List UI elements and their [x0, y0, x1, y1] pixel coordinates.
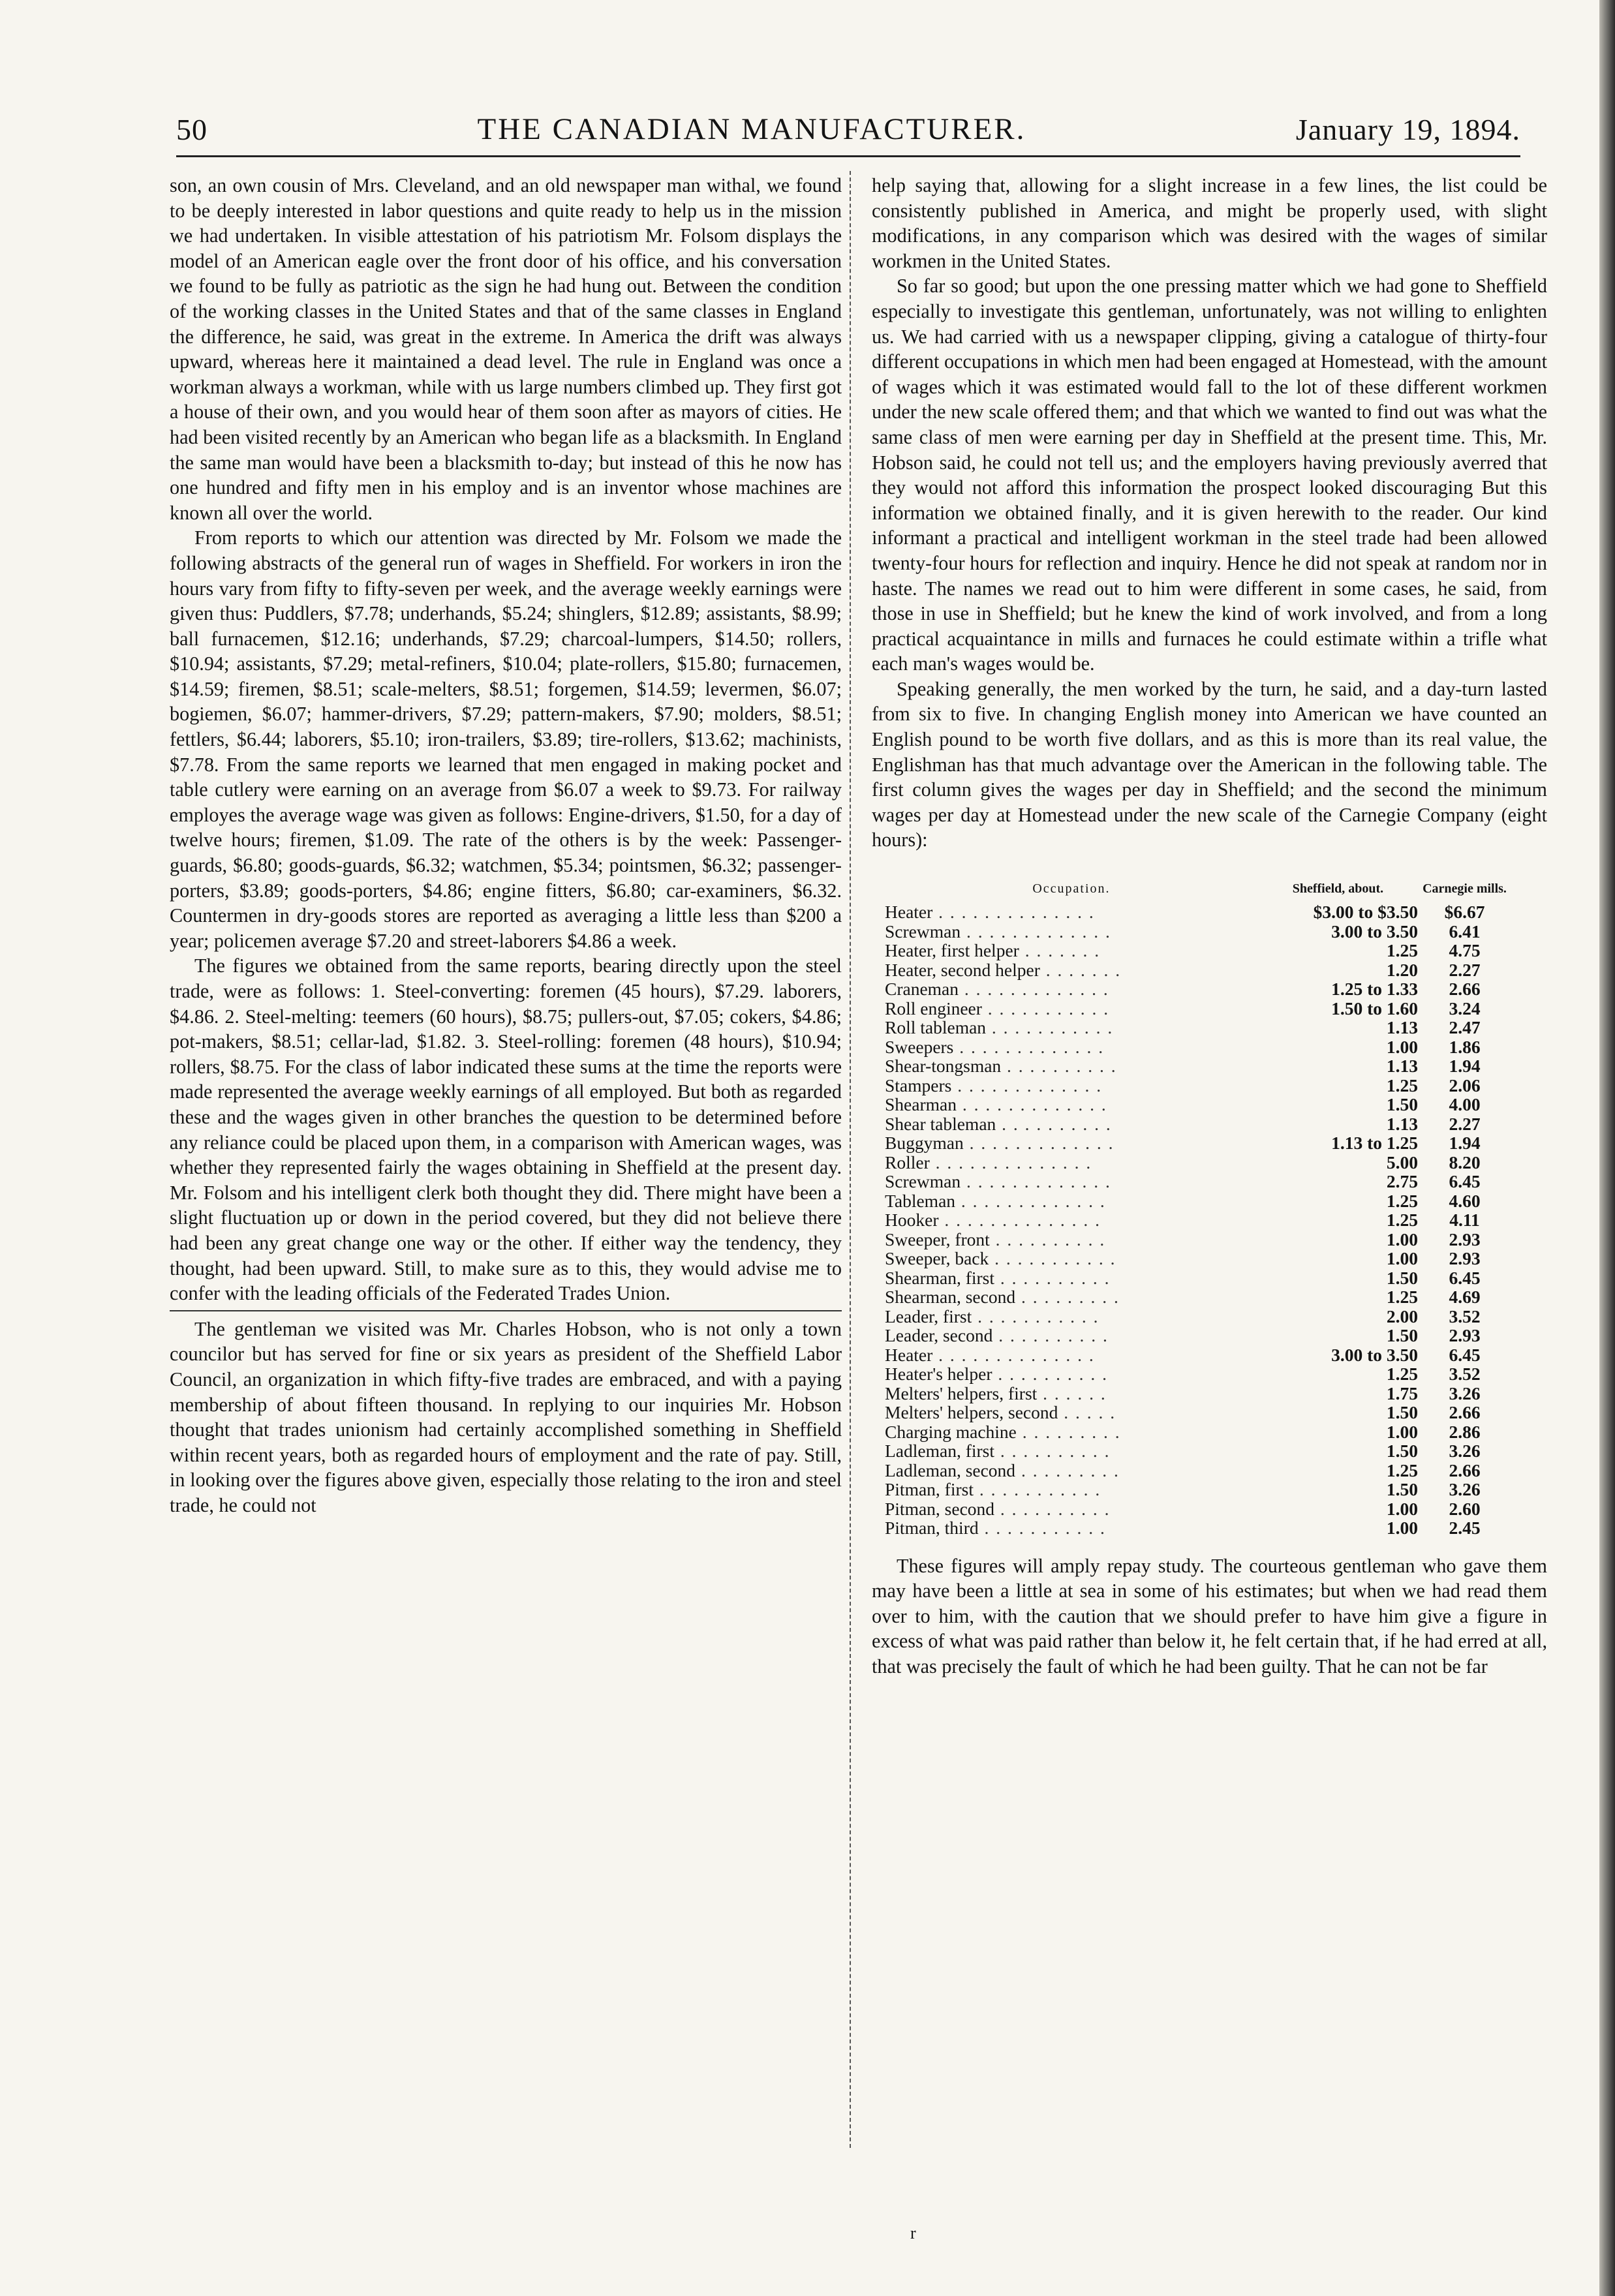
occupation-name: Hooker [885, 1210, 939, 1231]
sheffield-wage-cell: 1.25 [1386, 1190, 1418, 1211]
occupation-cell [885, 960, 1258, 980]
leader-dots: . . . . . . . . . . . [981, 998, 1110, 1018]
table-row [885, 1210, 1511, 1230]
carnegie-wage-cell: 2.60 [1449, 1498, 1481, 1519]
sheffield-wage-cell: 1.25 [1386, 1460, 1418, 1480]
carnegie-wage-cell: 2.06 [1449, 1075, 1481, 1095]
occupation-name: Heater [885, 1344, 933, 1365]
sheffield-wage-cell: 1.00 [1386, 1498, 1418, 1519]
leader-dots: . . . . . . . . . . [994, 1267, 1111, 1288]
occupation-cell [885, 1114, 1258, 1134]
carnegie-wage-cell: 2.86 [1449, 1421, 1481, 1442]
leader-dots: . . . . . . . . . . . . . . [929, 1152, 1092, 1172]
occupation-name: Melters' helpers, first [885, 1383, 1038, 1403]
sheffield-wage-cell: 1.25 [1386, 1287, 1418, 1308]
carnegie-wage-cell: 3.24 [1449, 998, 1481, 1018]
carnegie-wage-cell: 2.93 [1449, 1325, 1481, 1346]
sheffield-wage-cell: 1.00 [1386, 1229, 1418, 1249]
stray-mark: r [910, 2224, 916, 2242]
leader-dots: . . . . . . . . . . . . . . [938, 1210, 1101, 1231]
carnegie-wage-cell: 6.45 [1449, 1171, 1481, 1192]
sheffield-wage-cell: 1.00 [1386, 1421, 1418, 1442]
occupation-name: Sweepers [885, 1036, 954, 1057]
table-row [885, 1403, 1511, 1422]
sheffield-wage-cell: 3.00 to 3.50 [1331, 1344, 1418, 1365]
table-row [885, 922, 1511, 941]
table-row [885, 1018, 1511, 1037]
occupation-name: Heater [885, 902, 933, 923]
occupation-name: Ladleman, first [885, 1441, 994, 1462]
occupation-cell [885, 1403, 1258, 1422]
header-carnegie: Carnegie mills. [1423, 881, 1507, 896]
table-row [885, 999, 1511, 1018]
occupation-name: Shearman, first [885, 1267, 995, 1288]
carnegie-wage-cell: 2.66 [1449, 979, 1481, 1000]
carnegie-wage-cell: 6.45 [1449, 1267, 1481, 1288]
sheffield-wage-cell: 5.00 [1386, 1152, 1418, 1172]
carnegie-wage-cell: 2.27 [1449, 1113, 1481, 1134]
leader-dots: . . . . . . . . . [1015, 1460, 1120, 1480]
carnegie-wage-cell: 2.45 [1449, 1518, 1481, 1538]
leader-dots: . . . . . . . . . . . [986, 1017, 1114, 1038]
table-row [885, 1095, 1511, 1114]
occupation-name: Charging machine [885, 1421, 1017, 1442]
issue-date: January 19, 1894. [1295, 113, 1520, 146]
table-row [885, 1133, 1511, 1153]
left-column [170, 173, 842, 1518]
leader-dots: . . . . . . . . . . . [973, 1479, 1101, 1500]
leader-dots: . . . . . . . . . . . . . [961, 1171, 1111, 1192]
page-number: 50 [176, 113, 208, 146]
carnegie-wage-cell: 4.11 [1449, 1210, 1480, 1231]
occupation-cell [885, 902, 1258, 922]
table-row [885, 1499, 1511, 1519]
table-row [885, 1384, 1511, 1403]
header-rule [176, 155, 1520, 157]
table-row [885, 1153, 1511, 1172]
table-row [885, 1287, 1511, 1307]
table-row [885, 902, 1511, 922]
occupation-name: Leader, first [885, 1306, 972, 1326]
leader-dots: . . . . . . . . . . . [989, 1248, 1116, 1269]
table-row [885, 1037, 1511, 1057]
leader-dots: . . . . . . . . . . . . . . [932, 1344, 1095, 1365]
occupation-name: Pitman, second [885, 1498, 995, 1519]
occupation-cell [885, 1037, 1258, 1057]
occupation-cell [885, 1422, 1258, 1442]
carnegie-wage-cell: 2.27 [1449, 959, 1481, 980]
table-row [885, 1056, 1511, 1076]
occupation-cell [885, 1095, 1258, 1114]
carnegie-wage-cell: 2.93 [1449, 1248, 1481, 1269]
carnegie-wage-cell: 6.45 [1449, 1344, 1481, 1365]
occupation-name: Pitman, first [885, 1479, 974, 1500]
occupation-cell [885, 1210, 1258, 1230]
table-row [885, 1441, 1511, 1461]
carnegie-wage-cell: 3.26 [1449, 1383, 1481, 1403]
table-row [885, 1172, 1511, 1191]
occupation-name: Roll tableman [885, 1017, 987, 1038]
carnegie-wage-cell: 8.20 [1449, 1152, 1481, 1172]
leader-dots: . . . . . . . . . . [1001, 1056, 1117, 1077]
sheffield-wage-cell: 1.50 [1386, 1325, 1418, 1346]
column-divider [850, 171, 851, 2148]
leader-dots: . . . . . . . . . [1016, 1421, 1121, 1442]
occupation-name: Tableman [885, 1190, 956, 1211]
occupation-cell [885, 979, 1258, 999]
section-rule [170, 1310, 842, 1311]
table-header-row [885, 881, 1511, 902]
sheffield-wage-cell: 3.00 to 3.50 [1331, 921, 1418, 941]
occupation-name: Sweeper, front [885, 1229, 990, 1249]
occupation-cell [885, 1172, 1258, 1191]
occupation-cell [885, 999, 1258, 1018]
occupation-name: Roller [885, 1152, 930, 1172]
right-column [872, 173, 1547, 1679]
occupation-cell [885, 1461, 1258, 1480]
paragraph: help saying that, allowing for a slight increase in a few lines, the list could be consistently published in America, and might be properly used, with slight modifications, in any comparison which was desired with the wages of similar workmen in the United States. [872, 174, 1547, 272]
sheffield-wage-cell: 1.25 to 1.33 [1331, 979, 1418, 1000]
leader-dots: . . . . . . . . . . [996, 1113, 1112, 1134]
occupation-cell [885, 1249, 1258, 1268]
occupation-name: Craneman [885, 979, 959, 1000]
table-row [885, 960, 1511, 980]
leader-dots: . . . . . . . . . . . . . [959, 979, 1109, 1000]
table-row [885, 1268, 1511, 1288]
sheffield-wage-cell: 1.13 [1386, 1056, 1418, 1077]
occupation-cell [885, 1076, 1258, 1095]
leader-dots: . . . . . . . [1039, 959, 1122, 980]
leader-dots: . . . . . . . . . . . . . [963, 1133, 1115, 1154]
paragraph: These figures will amply repay study. The courteous gentleman who gave them may have been a little at sea in some of his estimates; but when we had read them over to him, with the caution that we should prefer to have him give a figure in excess of what was paid rather than below it, he felt certain that, if he had erred at all, that was precisely the fault of which he had been guilty. That he can not be far [872, 1554, 1547, 1677]
carnegie-wage-cell: 6.41 [1449, 921, 1481, 941]
occupation-name: Sweeper, back [885, 1248, 989, 1269]
table-row [885, 1114, 1511, 1134]
leader-dots: . . . . . . [1037, 1383, 1107, 1403]
occupation-cell [885, 1018, 1258, 1037]
paragraph: From reports to which our attention was directed by Mr. Folsom we made the following abstracts of the general run of wages in Sheffield. For workers in iron the hours vary from fifty to fifty-seven per week, and the average weekly earnings were given thus: Puddlers, $7.78; underhands, $5.24; shinglers, $12.89; assistants, $8.99; ball furnacemen, $12.16; underhands, $7.29; charcoal-lumpers, $14.50; rollers, $10.94; assistants, $7.29; metal-refiners, $10.04; plate-rollers, $15.80; furnacemen, $14.59; firemen, $8.51; scale-melters, $8.51; forgemen, $14.59; levermen, $6.07; bogiemen, $6.07; hammer-drivers, $7.29; pattern-makers, $7.90; molders, $8.51; fettlers, $6.44; laborers, $5.10; iron-trailers, $3.89; tire-rollers, $13.62; machinists, $7.78. From the same reports we learned that men engaged in making pocket and table cutlery were earning on an average from $6.07 a week to $9.73. For railway employes the average wage was given as follows: Engine-drivers, $1.50, for a day of twelve hours; firemen, $1.09. The rate of the others is by the week: Passenger-guards, $6.80; goods-guards, $6.32; watchmen, $5.34; pointsmen, $6.32; passenger-porters, $3.89; goods-porters, $4.86; engine fitters, $6.80; car-examiners, $6.32. Countermen in dry-goods stores are reported as averaging a little less than $200 a year; policemen average $7.20 and street-laborers $4.86 a week. [170, 527, 842, 952]
occupation-name: Heater, first helper [885, 940, 1019, 961]
table-row [885, 1076, 1511, 1095]
occupation-cell [885, 1364, 1258, 1384]
leader-dots: . . . . . . . . . . . . . [953, 1036, 1105, 1057]
carnegie-wage-cell: 4.69 [1449, 1287, 1481, 1308]
occupation-cell [885, 1191, 1258, 1211]
sheffield-wage-cell: 1.13 to 1.25 [1331, 1133, 1418, 1154]
occupation-name: Heater, second helper [885, 959, 1040, 980]
table-row [885, 1364, 1511, 1384]
table-row [885, 1480, 1511, 1499]
leader-dots: . . . . . . . . . . [992, 1325, 1109, 1346]
sheffield-wage-cell: 1.00 [1386, 1036, 1418, 1057]
sheffield-wage-cell: 1.50 [1386, 1402, 1418, 1423]
occupation-cell [885, 1384, 1258, 1403]
occupation-cell [885, 1326, 1258, 1345]
sheffield-wage-cell: 1.25 [1386, 1210, 1418, 1231]
leader-dots: . . . . . . . . . . . [978, 1518, 1106, 1538]
occupation-cell [885, 1518, 1258, 1538]
occupation-name: Shearman [885, 1094, 957, 1115]
header-sheffield: Sheffield, about. [1292, 881, 1384, 896]
occupation-cell [885, 1480, 1258, 1499]
sheffield-wage-cell: 1.20 [1386, 959, 1418, 980]
occupation-name: Melters' helpers, second [885, 1402, 1058, 1423]
carnegie-wage-cell: 3.26 [1449, 1441, 1481, 1462]
scan-edge-shadow [1599, 0, 1615, 2296]
occupation-cell [885, 1307, 1258, 1326]
leader-dots: . . . . . . . . . . [992, 1364, 1109, 1385]
sheffield-wage-cell: 1.50 [1386, 1094, 1418, 1115]
sheffield-wage-cell: 1.50 [1386, 1267, 1418, 1288]
sheffield-wage-cell: 1.25 [1386, 940, 1418, 961]
leader-dots: . . . . . . . . . . [989, 1229, 1106, 1249]
leader-dots: . . . . . . . . . . [994, 1441, 1111, 1462]
table-row [885, 1191, 1511, 1211]
table-row [885, 1461, 1511, 1480]
sheffield-wage-cell: 1.25 [1386, 1364, 1418, 1385]
table-row [885, 1518, 1511, 1538]
paragraph: son, an own cousin of Mrs. Cleveland, and an old newspaper man withal, we found to be deeply interested in labor questions and quite ready to help us in the mission we had undertaken. In visible attestation of his patriotism Mr. Folsom displays the model of an American eagle over the front door of his office, and his conversation we found to be fully as patriotic as the sign he had hung out. Between the condition of the working classes in the United States and that of the same classes in England the difference, he said, was great in the extreme. In America the drift was always upward, whereas here it maintained a dead level. The rule in England was once a workman always a workman, while with us large numbers climbed up. They first got a house of their own, and you would hear of them soon after as mayors of cities. He had been visited recently by an American who began life as a blacksmith. In England the same man would have been a blacksmith to-day; but instead of this he now has one hundred and fifty men in his employ and is an inventor whose machines are known all over the world. [170, 174, 842, 524]
carnegie-wage-cell: 1.94 [1449, 1133, 1481, 1154]
leader-dots: . . . . . . . [1019, 940, 1101, 961]
occupation-name: Heater's helper [885, 1364, 992, 1385]
occupation-cell [885, 1153, 1258, 1172]
table-row [885, 1249, 1511, 1268]
sheffield-wage-cell: 1.50 [1386, 1479, 1418, 1500]
table-row [885, 941, 1511, 960]
occupation-cell [885, 1133, 1258, 1153]
leader-dots: . . . . . . . . . . . . . [956, 1094, 1107, 1115]
leader-dots: . . . . . . . . . . . . . [951, 1075, 1103, 1095]
occupation-cell [885, 1230, 1258, 1249]
sheffield-wage-cell: 1.50 to 1.60 [1331, 998, 1418, 1018]
occupation-cell [885, 1287, 1258, 1307]
occupation-name: Shear tableman [885, 1113, 996, 1134]
occupation-cell [885, 941, 1258, 960]
occupation-name: Leader, second [885, 1325, 993, 1346]
occupation-cell [885, 1268, 1258, 1288]
sheffield-wage-cell: 1.25 [1386, 1075, 1418, 1095]
occupation-cell [885, 1345, 1258, 1365]
occupation-cell [885, 922, 1258, 941]
occupation-name: Shear-tongsman [885, 1056, 1002, 1077]
paragraph: Speaking generally, the men worked by the turn, he said, and a day-turn lasted from six to five. In changing English money into American we have counted an English pound to be worth five dollars, and as this is more than its real value, the Englishman has that much advantage over the American in the following table. The first column gives the wages per day in Sheffield; and the second the minimum wages per day at Homestead under the new scale of the Carnegie Company (eight hours): [872, 677, 1547, 851]
carnegie-wage-cell: 3.52 [1449, 1306, 1481, 1326]
carnegie-wage-cell: 1.94 [1449, 1056, 1481, 1077]
table-row [885, 1422, 1511, 1442]
carnegie-wage-cell: 4.60 [1449, 1190, 1481, 1211]
leader-dots: . . . . . . . . . . . . . . [932, 902, 1095, 923]
sheffield-wage-cell: 1.75 [1386, 1383, 1418, 1403]
sheffield-wage-cell: 1.13 [1386, 1017, 1418, 1038]
leader-dots: . . . . . [1058, 1402, 1116, 1423]
occupation-name: Screwman [885, 921, 961, 941]
table-row [885, 979, 1511, 999]
carnegie-wage-cell: 2.66 [1449, 1460, 1481, 1480]
occupation-name: Roll engineer [885, 998, 982, 1018]
table-row [885, 1345, 1511, 1365]
leader-dots: . . . . . . . . . [1015, 1287, 1120, 1308]
carnegie-wage-cell: 3.52 [1449, 1364, 1481, 1385]
carnegie-wage-cell: 2.47 [1449, 1017, 1481, 1038]
paragraph: So far so good; but upon the one pressing matter which we had gone to Sheffield especially to investigate this gentleman, unfortunately, was not willing to enlighten us. We had carried with us a newspaper clipping, giving a catalogue of thirty-four different occupations in which men had been engaged at Homestead, with the amount of wages which it was estimated would fall to the lot of these different workmen under the new scale offered them; and that which we wanted to find out was what the same class of men were earning per day in Sheffield at the present time. This, Mr. Hobson said, he could not tell us; and the employers having previously averred that they would not afford this information the prospect looked discouraging But this information we obtained finally, and it is given herewith to the reader. Our kind informant a practical and intelligent workman in the steel trade had been allowed twenty-four hours for reflection and inquiry. Hence he did not speak at random nor in haste. The names we read out to him were different in some cases, he said, from those in use in Sheffield; but he knew the kind of work involved, and from a long practical acquaintance in mills and furnaces he could estimate within a trifle what each man's wages would be. [872, 275, 1547, 675]
occupation-name: Ladleman, second [885, 1460, 1016, 1480]
leader-dots: . . . . . . . . . . . [972, 1306, 1100, 1326]
occupation-cell [885, 1441, 1258, 1461]
occupation-cell [885, 1499, 1258, 1519]
occupation-name: Stampers [885, 1075, 952, 1095]
wage-comparison-table [885, 881, 1511, 1538]
leader-dots: . . . . . . . . . . . . . [955, 1190, 1106, 1211]
sheffield-wage-cell: 2.75 [1386, 1171, 1418, 1192]
sheffield-wage-cell: 1.13 [1386, 1113, 1418, 1134]
leader-dots: . . . . . . . . . . [994, 1498, 1111, 1519]
occupation-name: Pitman, third [885, 1518, 979, 1538]
carnegie-wage-cell: $6.67 [1444, 902, 1485, 923]
carnegie-wage-cell: 3.26 [1449, 1479, 1481, 1500]
occupation-name: Screwman [885, 1171, 961, 1192]
leader-dots: . . . . . . . . . . . . . [961, 921, 1111, 941]
header-occupation: Occupation. [1032, 881, 1111, 896]
sheffield-wage-cell: 1.00 [1386, 1248, 1418, 1269]
wage-table-body [885, 902, 1511, 1538]
page-header [176, 101, 1520, 147]
sheffield-wage-cell: 1.50 [1386, 1441, 1418, 1462]
carnegie-wage-cell: 4.00 [1449, 1094, 1481, 1115]
paragraph: The figures we obtained from the same reports, bearing directly upon the steel trade, were as follows: 1. Steel-converting: foremen (45 hours), $7.29. laborers, $4.86. 2. Steel-melting: teemers (60 hours), $8.75; pullers-out, $7.05; cokers, $4.86; pot-makers, $8.51; cellar-lad, $1.82. 3. Steel-rolling: foremen (48 hours), $10.94; rollers, $8.75. For the class of labor indicated these sums at the time the reports were made represented the average weekly earnings of all employed. But both as regarded these and the wages given in other branches the question to be determined before any reliance could be placed upon them, in a comparison with American wages, was whether they represented fairly the wages obtaining in Sheffield at the present day. Mr. Folsom and his intelligent clerk both thought they did. There might have been a slight fluctuation up or down in the period covered, but they did not believe there had been any great change one way or the other. If either way the tendency, they thought, had been upward. Still, to make sure as to this, they would advise me to confer with the leading officials of the Federated Trades Union. [170, 955, 842, 1305]
occupation-name: Shearman, second [885, 1287, 1016, 1308]
occupation-name: Buggyman [885, 1133, 964, 1154]
sheffield-wage-cell: 1.00 [1386, 1518, 1418, 1538]
table-row [885, 1230, 1511, 1249]
paragraph: The gentleman we visited was Mr. Charles Hobson, who is not only a town councilor but has served for fine or six years as president of the Sheffield Labor Council, an organization in which fifty-five trades are embraced, and with a paying membership of about fifteen thousand. In replying to our inquiries Mr. Hobson thought that trades unionism had certainly accomplished something in Sheffield within recent years, both as regarded hours of employment and the rate of pay. Still, in looking over the figures above given, especially those relating to the iron and steel trade, he could not [170, 1317, 842, 1516]
sheffield-wage-cell: 2.00 [1386, 1306, 1418, 1326]
carnegie-wage-cell: 2.93 [1449, 1229, 1481, 1249]
carnegie-wage-cell: 4.75 [1449, 940, 1481, 961]
table-row [885, 1307, 1511, 1326]
publication-title: THE CANADIAN MANUFACTURER. [477, 112, 1026, 146]
occupation-cell [885, 1056, 1258, 1076]
carnegie-wage-cell: 2.66 [1449, 1402, 1481, 1423]
carnegie-wage-cell: 1.86 [1449, 1036, 1481, 1057]
sheffield-wage-cell: $3.00 to $3.50 [1313, 902, 1418, 923]
table-row [885, 1326, 1511, 1345]
